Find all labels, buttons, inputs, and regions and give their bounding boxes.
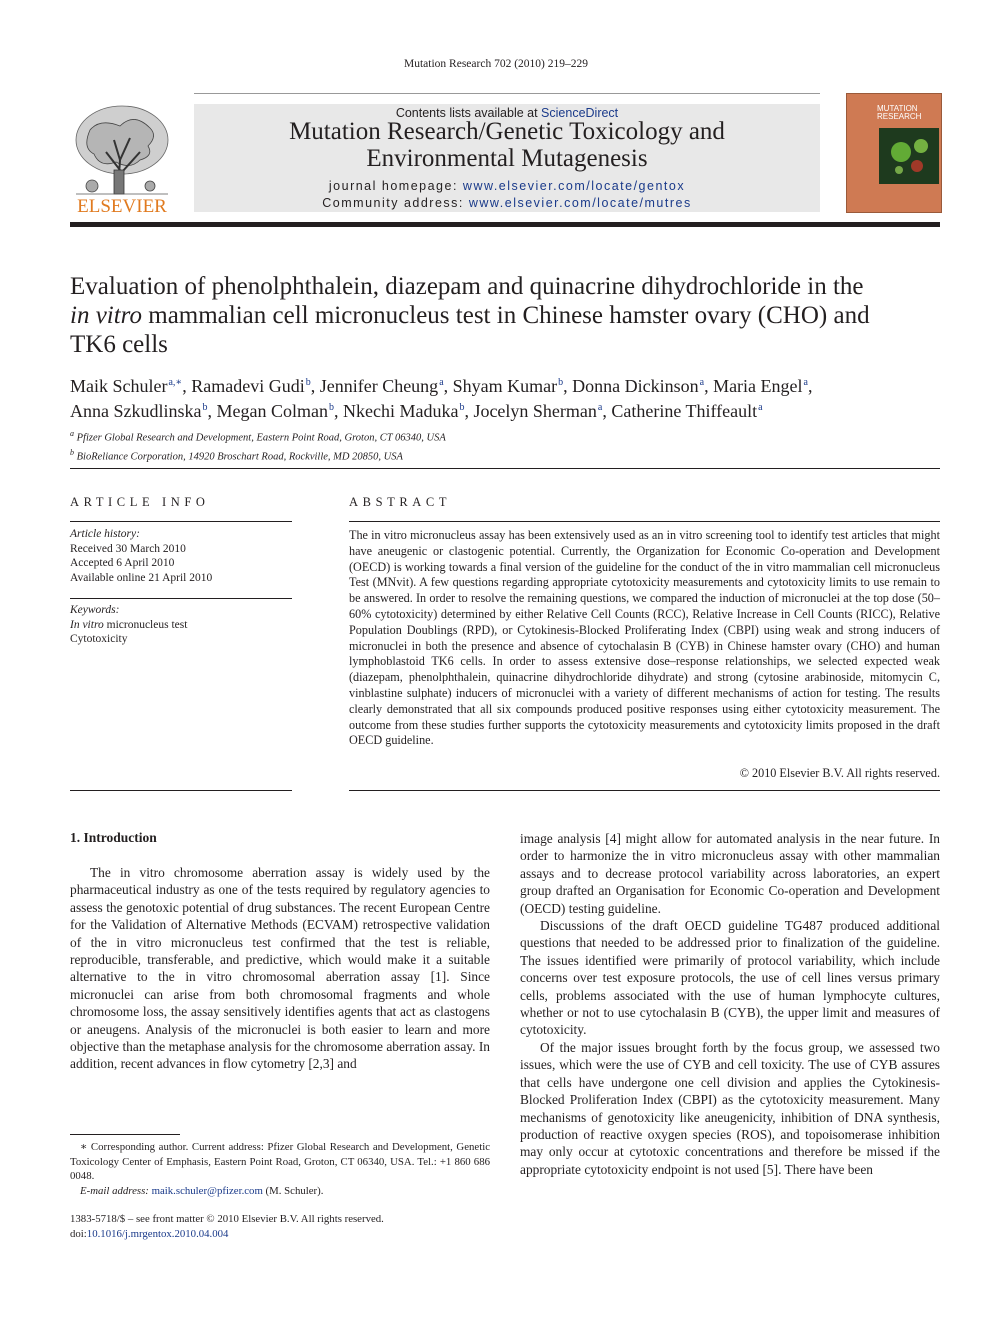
keyword: Cytotoxicity xyxy=(70,633,128,645)
doi-link[interactable]: 10.1016/j.mrgentox.2010.04.004 xyxy=(86,1228,229,1240)
article-history xyxy=(70,527,292,585)
affiliation xyxy=(70,446,940,465)
author[interactable] xyxy=(453,376,563,396)
email-line xyxy=(70,1184,490,1199)
author[interactable] xyxy=(320,376,444,396)
footnote xyxy=(70,1140,490,1198)
affil-mark[interactable]: b xyxy=(328,402,334,413)
affil-mark[interactable]: a xyxy=(597,402,603,413)
author[interactable] xyxy=(70,401,207,421)
online-date: Available online 21 April 2010 xyxy=(70,571,213,584)
author-name: Megan Colman xyxy=(216,401,328,421)
corresponding-author-note: ∗ Corresponding author. Current address: Pfizer Global Research and Development, Genetic Toxicology Center of Emphasis, Eastern Point Road, Groton, CT 06340, USA. Tel.: +1 860 686 0048. xyxy=(70,1141,490,1182)
author[interactable] xyxy=(70,376,182,396)
paragraph: Of the major issues brought forth by the focus group, we assessed two issues, which were the use of CYB and cell toxicity. The use of CYB assures that cells have undergone one cell division and applies the Cytokinesis-Blocked Proliferation Index (CBPI) as the cytotoxicity measurement. Many mechanisms of genotoxicity like aneugenicity, inhibition of DNA synthesis, production of reactive oxygen species (ROS), and topoisomerase inhibition may only occur at cytotoxic concentrations and therefore be missed if the appropriate cytotoxicity endpoint is not used [5]. There have been xyxy=(520,1039,940,1177)
author-list: Maik Schuler$^{a,∗}$, Ramadevi Gudi$^b$, Jennifer Cheung$^a$, Shyam Kumar$^b$, Donna Dickinson$^a$, Maria Engel$^a$, Anna Szkudlinska$^b$, Megan Colman$^b$, Nkechi Maduka$^b$, Jocelyn Sherman$^a$, Catherine Thiffeault$^a$ xyxy=(70,376,813,421)
author[interactable] xyxy=(572,376,704,396)
issn-line: 1383-5718/$ – see front matter © 2010 Elsevier B.V. All rights reserved. xyxy=(70,1213,384,1225)
journal-masthead xyxy=(194,104,820,212)
title-line2 xyxy=(70,301,940,330)
author-name: Anna Szkudlinska xyxy=(70,401,202,421)
doi-line xyxy=(70,1227,490,1242)
author[interactable] xyxy=(216,401,333,421)
keywords xyxy=(70,603,292,647)
info-rule xyxy=(70,598,292,599)
affiliation-text: Pfizer Global Research and Development, Eastern Point Road, Groton, CT 06340, USA xyxy=(76,432,446,444)
info-rule xyxy=(70,521,292,522)
elsevier-logo[interactable] xyxy=(70,100,174,216)
body-column-right xyxy=(520,830,940,1178)
copyright: © 2010 Elsevier B.V. All rights reserved. xyxy=(739,766,940,780)
title-line2-rest: mammalian cell micronucleus test in Chinese hamster ovary (CHO) and xyxy=(142,302,870,329)
author-name: Maik Schuler xyxy=(70,376,168,396)
journal-title xyxy=(194,118,820,172)
affil-mark[interactable]: b xyxy=(202,402,208,413)
affiliations xyxy=(70,427,940,465)
title-line3: TK6 cells xyxy=(70,331,168,358)
running-head: Mutation Research 702 (2010) 219–229 xyxy=(404,58,588,70)
email-label: E-mail address: xyxy=(80,1184,152,1197)
affil-mark[interactable]: b xyxy=(459,402,465,413)
received-date: Received 30 March 2010 xyxy=(70,542,186,555)
author[interactable] xyxy=(343,401,464,421)
keyword xyxy=(70,618,292,633)
article-title xyxy=(70,272,940,359)
keywords-label: Keywords: xyxy=(70,604,120,616)
journal-cover-thumbnail[interactable] xyxy=(846,93,942,213)
abstract-heading: ABSTRACT xyxy=(349,495,452,509)
community-link[interactable]: www.elsevier.com/locate/mutres xyxy=(468,196,692,210)
affil-mark[interactable]: a xyxy=(699,377,705,388)
paragraph: image analysis [4] might allow for automated analysis in the near future. In order to harmonize the in vitro micronucleus assay with other mammalian assays and to decrease protocol variability across laboratories, an expert group drafted an Organisation for Economic Co-operation and Development (OECD) testing guideline. xyxy=(520,831,940,916)
author-name: Maria Engel xyxy=(713,376,803,396)
issn-doi xyxy=(70,1212,490,1242)
keyword-rest: micronucleus test xyxy=(103,618,188,631)
affiliation xyxy=(70,427,940,446)
abstract-rule xyxy=(349,790,940,791)
author-name: Jocelyn Sherman xyxy=(473,401,597,421)
homepage-label: journal homepage: xyxy=(328,179,463,193)
title-line2-italic: in vitro xyxy=(70,302,142,329)
masthead-bottom-rule xyxy=(70,222,940,227)
cover-title-line2: RESEARCH xyxy=(877,112,922,121)
keyword-italic: In vitro xyxy=(70,618,104,631)
accepted-date: Accepted 6 April 2010 xyxy=(70,557,175,569)
author[interactable] xyxy=(191,376,310,396)
affil-mark[interactable]: a xyxy=(439,377,444,388)
history-label: Article history: xyxy=(70,528,140,540)
cover-title xyxy=(877,105,921,121)
body-column-left xyxy=(70,864,490,1073)
community-label: Community address: xyxy=(322,196,469,210)
section-heading: 1. Introduction xyxy=(70,830,157,845)
article-info-heading: ARTICLE INFO xyxy=(70,495,210,509)
abstract-text: The in vitro micronucleus assay has been extensively used as an in vitro screening tool to identify test articles that might have aneugenic or clastogenic potential. Currently, the Organization for Economic Co-operation and Development (OECD) is working towards a final version of the guideline for the conduct of the in vitro mammalian cell micronucleus Test (MNvit). A few questions regarding appropriate cytotoxicity measurements and cytotoxicity limits to use remain to be answered. In order to resolve the remaining questions, we compared the induction of micronuclei at the top dose (50–60% cytotoxicity) determined by either Relative Cell Counts (RCC), Relative Increase in Cell Counts (RICC), Relative Population Doublings (RPD), or Cytokinesis-Blocked Proliferating Index (CBPI) using weak and strong inducers of micronuclei in both the presence and absence of cytochalasin B (CYB) in Chinese hamster ovary (CHO) and human lymphoblastoid TK6 cells. In order to assess extensive dose–response relationships, we selected expected weak (diazepam, phenolphthalein, quinacrine dihydrochloride dihydrate) and strong (cytosine arabinoside, mitomycin C, vinblastine sulphate) inducers of micronuclei with a variety of different mechanisms of action for testing. The results clearly demonstrated that all six compounds produced positive responses using either cytotoxicity measurement. The outcome from these studies further supports the cytotoxicity measurements and cytotoxicity limits proposed in the draft OECD guideline. xyxy=(349,528,940,748)
author-name: Catherine Thiffeault xyxy=(611,401,758,421)
affil-mark[interactable]: b xyxy=(305,377,311,388)
doi-label: doi: xyxy=(70,1228,87,1240)
cover-image xyxy=(879,128,939,184)
cover-title-line1: MUTATION xyxy=(877,104,918,113)
author-name: Jennifer Cheung xyxy=(319,376,439,396)
affiliation-rule xyxy=(70,468,940,469)
affil-mark[interactable]: a,∗ xyxy=(168,377,183,388)
affiliation-mark: b xyxy=(70,448,74,457)
info-rule xyxy=(70,790,292,791)
sciencedirect-link[interactable]: ScienceDirect xyxy=(541,106,619,120)
author[interactable] xyxy=(473,401,602,421)
paragraph: The in vitro chromosome aberration assay is widely used by the pharmaceutical industry as one of the tests required by regulatory agencies to assess the genotoxic potential of drug substances. The recent European Centre for the Validation of Alternative Methods (ECVAM) retrospective validation of the in vitro micronucleus test confirmed that the test is reliable, reproducible, transferable, and predictive, which would make it a suitable alternative to the in vitro chromosomal aberration assay [1]. Since micronuclei can arise from both chromosomal fragments and whole chromosome loss, the assay sensitively identifies agents that act as clastogens or aneugens. Analysis of the micronuclei is both easier to learn and more objective than the metaphase analysis for the chromosome aberration assay. In addition, recent advances in flow cytometry [2,3] and xyxy=(70,865,490,1072)
affil-mark[interactable]: b xyxy=(558,377,564,388)
paragraph: Discussions of the draft OECD guideline TG487 produced additional questions that needed to be addressed prior to finalization of the guideline. The issues identified were primarily of protocol variability, which include concerns over test exposure protocols, the use of cell lines versus primary cells, problems associated with the use of human lymphocyte cultures, whether or not to use cytochalasin B (CYB), the upper limit and measures of cytotoxicity. xyxy=(520,918,940,1038)
cover-micrograph-icon xyxy=(879,128,939,184)
homepage-link[interactable]: www.elsevier.com/locate/gentox xyxy=(462,179,686,193)
author[interactable] xyxy=(611,401,762,421)
author-name: Shyam Kumar xyxy=(452,376,558,396)
affil-mark[interactable]: a xyxy=(758,402,763,413)
author-name: Ramadevi Gudi xyxy=(191,376,305,396)
homepage-line xyxy=(194,179,820,193)
email-link[interactable]: maik.schuler@pfizer.com xyxy=(151,1184,263,1197)
contents-prefix: Contents lists available at xyxy=(395,106,542,120)
journal-title-line2: Environmental Mutagenesis xyxy=(366,145,648,172)
affiliation-mark: a xyxy=(70,429,74,438)
affiliation-text: BioReliance Corporation, 14920 Broschart Road, Rockville, MD 20850, USA xyxy=(76,451,403,463)
masthead-top-rule xyxy=(194,93,820,94)
footnote-rule xyxy=(70,1134,180,1135)
elsevier-tree-icon xyxy=(70,100,174,216)
community-line xyxy=(194,196,820,210)
journal-title-line1: Mutation Research/Genetic Toxicology and xyxy=(289,118,725,145)
author-name: Nkechi Maduka xyxy=(342,401,459,421)
email-suffix: (M. Schuler). xyxy=(262,1184,324,1197)
author-name: Donna Dickinson xyxy=(572,376,699,396)
abstract-rule xyxy=(349,521,940,522)
author[interactable] xyxy=(713,376,808,396)
elsevier-wordmark: ELSEVIER xyxy=(77,196,167,216)
affil-mark[interactable]: a xyxy=(803,377,808,388)
title-line1: Evaluation of phenolphthalein, diazepam and quinacrine dihydrochloride in the xyxy=(70,273,864,300)
